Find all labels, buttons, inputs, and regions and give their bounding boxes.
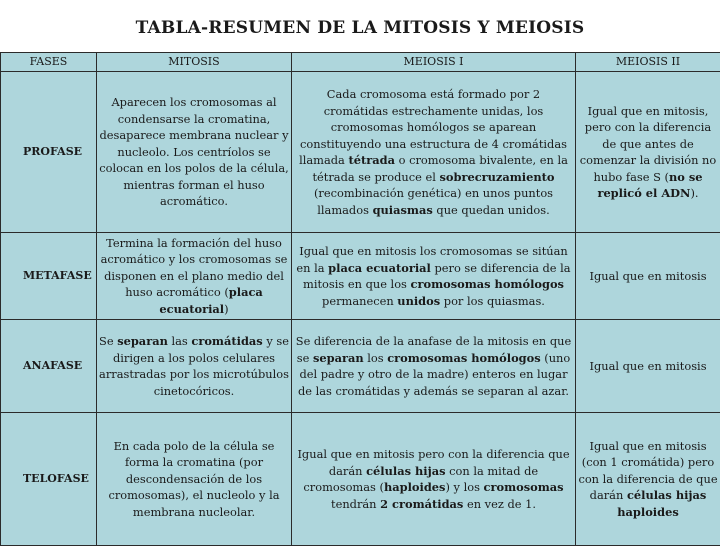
header-fases: FASES [1, 53, 97, 72]
table-row-anafase [1, 320, 720, 413]
meiosis1-cell: Cada cromosoma está formado por 2 cromátidas estrechamente unidas, los cromosomas homólogos se aparean constituyendo una estructura de 4 cromátidas llamada tétrada o cromosoma bivalente, en la tétrada se produce el sobrecruzamiento (recombinación genética) en unos puntos llamados quiasmas que quedan unidos. [292, 72, 576, 233]
meiosis1-cell: Igual que en mitosis pero con la diferencia que darán células hijas con la mitad de cromosomas (haploides) y los cromosomas tendrán 2 cromátidas en vez de 1. [292, 413, 576, 546]
header-meiosis-1: MEIOSIS I [292, 53, 576, 72]
meiosis1-cell: Se diferencia de la anafase de la mitosis en que se separan los cromosomas homólogos (uno del padre y otro de la madre) enteros en lugar de las cromátidas y además se separan al azar. [292, 320, 576, 413]
mitosis-cell: Se separan las cromátidas y se dirigen a los polos celulares arrastradas por los microtúbulos cinetocóricos. [97, 320, 292, 413]
header-mitosis: MITOSIS [97, 53, 292, 72]
phase-label: PROFASE [1, 72, 97, 233]
table-row-telofase [1, 413, 720, 546]
table-row-metafase [1, 233, 720, 320]
mitosis-cell: Termina la formación del huso acromático y los cromosomas se disponen en el plano medio del huso acromático (placa ecuatorial) [97, 233, 292, 320]
header-meiosis-2: MEIOSIS II [576, 53, 720, 72]
page-title: TABLA-RESUMEN DE LA MITOSIS Y MEIOSIS [0, 18, 720, 38]
meiosis2-cell: Igual que en mitosis, pero con la diferencia de que antes de comenzar la división no hubo fase S (no se replicó el ADN). [576, 72, 720, 233]
phase-label: METAFASE [1, 233, 97, 320]
summary-table [0, 52, 720, 546]
header-row [1, 53, 720, 72]
meiosis2-cell: Igual que en mitosis [576, 233, 720, 320]
phase-label: TELOFASE [1, 413, 97, 546]
meiosis1-cell: Igual que en mitosis los cromosomas se sitúan en la placa ecuatorial pero se diferencia de la mitosis en que los cromosomas homólogos permanecen unidos por los quiasmas. [292, 233, 576, 320]
table-row-profase [1, 72, 720, 233]
phase-label: ANAFASE [1, 320, 97, 413]
meiosis2-cell: Igual que en mitosis (con 1 cromátida) pero con la diferencia de que darán células hijas haploides [576, 413, 720, 546]
mitosis-cell: Aparecen los cromosomas al condensarse la cromatina, desaparece membrana nuclear y nucleolo. Los centríolos se colocan en los polos de la célula, mientras forman el huso acromático. [97, 72, 292, 233]
meiosis2-cell: Igual que en mitosis [576, 320, 720, 413]
mitosis-cell: En cada polo de la célula se forma la cromatina (por descondensación de los cromosomas), el nucleolo y la membrana nucleolar. [97, 413, 292, 546]
